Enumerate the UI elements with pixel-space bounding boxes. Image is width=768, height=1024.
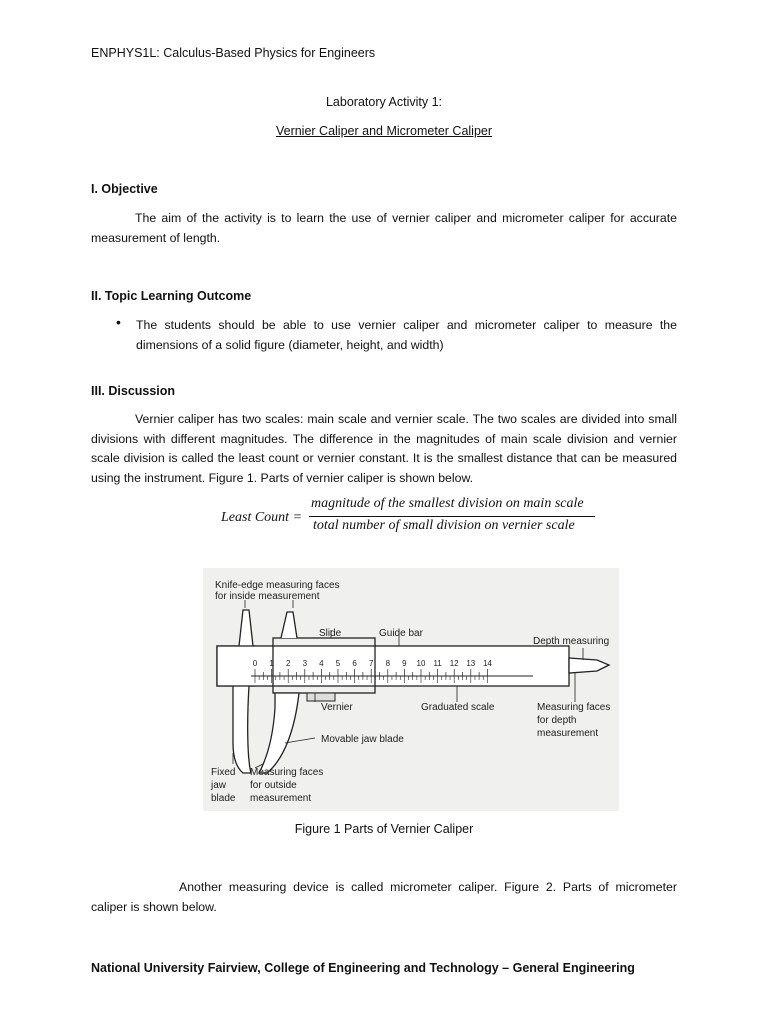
vernier-caliper-figure <box>203 568 619 811</box>
label-graduated-scale: Graduated scale <box>421 702 495 713</box>
objective-text: The aim of the activity is to learn the use of vernier caliper and micrometer caliper for accurate measurement of length. <box>91 211 677 245</box>
scale-number: 8 <box>385 659 391 668</box>
label-slide: Slide <box>319 628 342 639</box>
label-fixed-3: blade <box>211 793 236 804</box>
micrometer-paragraph: Another measuring device is called micrometer caliper. Figure 2. Parts of micrometer caliper is shown below. <box>91 880 677 914</box>
movable-knife-edge <box>281 612 297 638</box>
scale-numbers <box>253 659 493 668</box>
scale-number: 5 <box>335 659 341 668</box>
depth-rod <box>569 658 609 673</box>
label-guide-bar: Guide bar <box>379 628 423 639</box>
scale-number: 12 <box>449 659 459 668</box>
formula-numerator: magnitude of the smallest division on main scale <box>311 496 584 511</box>
scale-number: 9 <box>402 659 407 668</box>
movable-jaw-shape <box>259 693 299 773</box>
thumb-wheel <box>307 693 335 701</box>
discussion-heading: III. Discussion <box>91 384 176 398</box>
label-knife-edge-1: Knife-edge measuring faces <box>215 580 340 591</box>
scale-number: 6 <box>352 659 357 668</box>
label-knife-edge-2: for inside measurement <box>215 591 320 602</box>
activity-subtitle: Vernier Caliper and Micrometer Caliper <box>275 124 493 138</box>
scale-number: 2 <box>285 659 291 668</box>
scale-number: 3 <box>302 659 308 668</box>
scale-number: 11 <box>433 659 442 668</box>
formula-denominator: total number of small division on vernier scale <box>313 518 575 533</box>
fixed-knife-edge <box>239 610 253 646</box>
label-outside-2: for outside <box>250 780 297 791</box>
bullet-marker: • <box>116 314 121 330</box>
label-depth-measuring: Depth measuring <box>533 636 610 647</box>
objective-heading: I. Objective <box>91 182 158 196</box>
outcome-bullet-text: The students should be able to use vernier caliper and micrometer caliper to measure the dimensions of a solid figure (diameter, height, and width) <box>136 318 677 352</box>
course-header: ENPHYS1L: Calculus-Based Physics for Engineers <box>91 46 376 60</box>
label-fixed-1: Fixed <box>211 767 236 778</box>
discussion-paragraph: Vernier caliper has two scales: main scale and vernier scale. The two scales are divided into small divisions with different magnitudes. The difference in the magnitudes of main scale division and vernier scale division is called the least count or vernier constant. It is the smallest distance that can be measured using the instrument. Figure 1. Parts of vernier caliper is shown below. <box>91 412 677 485</box>
figure-caption: Figure 1 Parts of Vernier Caliper <box>294 822 474 836</box>
label-fixed-2: jaw <box>211 780 227 791</box>
scale-number: 10 <box>416 659 426 668</box>
label-depth-faces-1: Measuring faces <box>537 702 611 713</box>
outcome-heading: II. Topic Learning Outcome <box>91 289 252 303</box>
scale-number: 4 <box>319 659 324 668</box>
vernier-caliper-diagram <box>203 568 619 811</box>
label-outside-1: Measuring faces <box>250 767 324 778</box>
page-footer: National University Fairview, College of Engineering and Technology – General Engineering <box>91 961 635 975</box>
label-depth-faces-2: for depth <box>537 715 577 726</box>
label-movable-jaw: Movable jaw blade <box>321 734 404 745</box>
label-vernier: Vernier <box>321 702 353 713</box>
label-depth-faces-3: measurement <box>537 728 599 739</box>
activity-title: Laboratory Activity 1: <box>325 95 443 109</box>
scale-number: 14 <box>482 659 492 668</box>
scale-number: 0 <box>252 659 258 668</box>
scale-number: 13 <box>466 659 476 668</box>
scale-number: 7 <box>368 659 374 668</box>
label-outside-3: measurement <box>250 793 312 804</box>
formula-lhs: Least Count = <box>221 510 303 525</box>
scale-number: 1 <box>269 659 274 668</box>
fraction-bar <box>309 516 595 517</box>
